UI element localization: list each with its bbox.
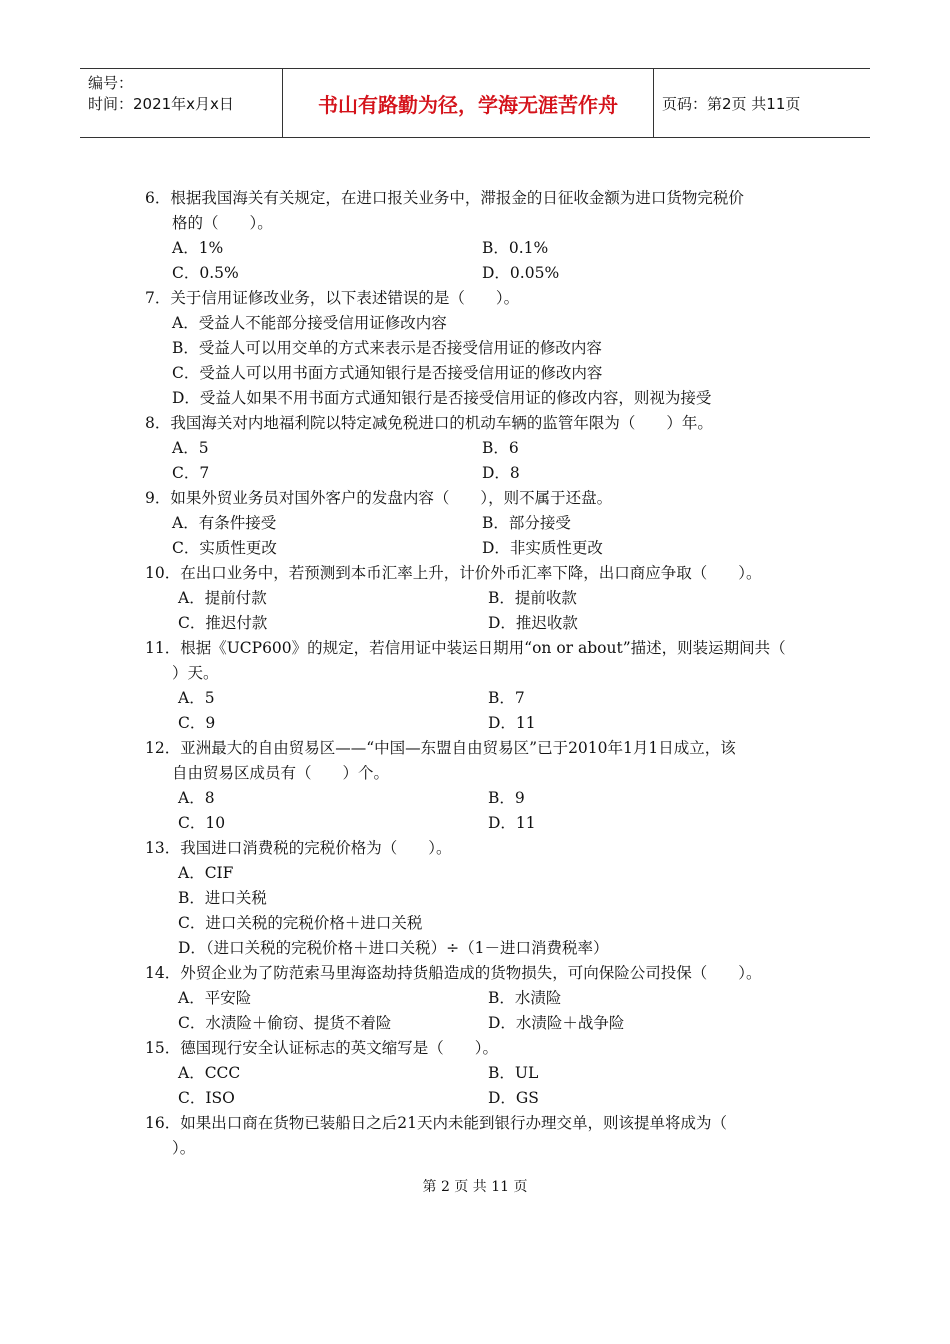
answer-option: A．提前付款 bbox=[178, 589, 267, 607]
question-block bbox=[145, 286, 815, 411]
option-row bbox=[145, 611, 815, 636]
question-text: 10．在出口业务中，若预测到本币汇率上升，计价外币汇率下降，出口商应争取（ ）。 bbox=[145, 564, 762, 582]
question-block bbox=[145, 836, 815, 961]
number-label: 编号： bbox=[88, 74, 134, 92]
option-row bbox=[145, 311, 815, 336]
option-row bbox=[145, 811, 815, 836]
answer-option: D．8 bbox=[482, 464, 520, 482]
answer-option: C．进口关税的完税价格＋进口关税 bbox=[178, 914, 423, 932]
question-block bbox=[145, 411, 815, 486]
question-text: 12．亚洲最大的自由贸易区——“中国—东盟自由贸易区”已于2010年1月1日成立，该 bbox=[145, 739, 736, 757]
question-text: 15．德国现行安全认证标志的英文缩写是（ ）。 bbox=[145, 1039, 498, 1057]
header-page-label: 页码：第2页 共11页 bbox=[662, 94, 801, 113]
question-text-continued: 自由贸易区成员有（ ）个。 bbox=[172, 764, 390, 782]
page-header bbox=[80, 68, 870, 138]
answer-option: C．7 bbox=[172, 464, 210, 482]
answer-option: C．水渍险＋偷窃、提货不着险 bbox=[178, 1014, 392, 1032]
answer-option: C．9 bbox=[178, 714, 216, 732]
answer-option: A．5 bbox=[172, 439, 209, 457]
answer-option: B．6 bbox=[482, 439, 519, 457]
answer-option: C．10 bbox=[178, 814, 226, 832]
option-row bbox=[145, 511, 815, 536]
answer-option: D．0.05% bbox=[482, 264, 560, 282]
question-text: 6．根据我国海关有关规定，在进口报关业务中，滞报金的日征收金额为进口货物完税价 bbox=[145, 189, 744, 207]
answer-option: A．CIF bbox=[178, 864, 234, 882]
option-row bbox=[145, 436, 815, 461]
answer-option: D．非实质性更改 bbox=[482, 539, 603, 557]
answer-option: A．平安险 bbox=[178, 989, 252, 1007]
question-text: 11．根据《UCP600》的规定，若信用证中装运日期用“on or about”描述，则装运期间共（ bbox=[145, 639, 786, 657]
answer-option: A．有条件接受 bbox=[172, 514, 277, 532]
option-row bbox=[145, 911, 815, 936]
answer-option: B．受益人可以用交单的方式来表示是否接受信用证的修改内容 bbox=[172, 339, 602, 357]
question-text: 8．我国海关对内地福利院以特定减免税进口的机动车辆的监管年限为（ ）年。 bbox=[145, 414, 713, 432]
question-block bbox=[145, 1036, 815, 1111]
option-row bbox=[145, 936, 815, 961]
option-row bbox=[145, 236, 815, 261]
option-row bbox=[145, 336, 815, 361]
question-block bbox=[145, 1111, 815, 1161]
answer-option: D．（进口关税的完税价格＋进口关税）÷（1－进口消费税率） bbox=[178, 939, 609, 957]
option-row bbox=[145, 536, 815, 561]
option-row bbox=[145, 711, 815, 736]
option-row bbox=[145, 261, 815, 286]
answer-option: D．水渍险＋战争险 bbox=[488, 1014, 625, 1032]
time-label: 时间：2021年x月x日 bbox=[88, 95, 234, 113]
option-row bbox=[145, 886, 815, 911]
option-row bbox=[145, 1086, 815, 1111]
answer-option: B．0.1% bbox=[482, 239, 549, 257]
answer-option: A．5 bbox=[178, 689, 215, 707]
answer-option: C．0.5% bbox=[172, 264, 239, 282]
question-block bbox=[145, 486, 815, 561]
answer-option: D．推迟收款 bbox=[488, 614, 578, 632]
answer-option: D．11 bbox=[488, 814, 536, 832]
answer-option: C．推迟付款 bbox=[178, 614, 268, 632]
answer-option: B．水渍险 bbox=[488, 989, 562, 1007]
answer-option: B．UL bbox=[488, 1064, 539, 1082]
option-row bbox=[145, 1061, 815, 1086]
option-row bbox=[145, 861, 815, 886]
question-block bbox=[145, 186, 815, 286]
question-text-continued: ）天。 bbox=[172, 664, 219, 682]
answer-option: B．7 bbox=[488, 689, 525, 707]
answer-option: A．8 bbox=[178, 789, 215, 807]
option-row bbox=[145, 986, 815, 1011]
answer-option: A．1% bbox=[172, 239, 224, 257]
header-motto: 书山有路勤为径，学海无涯苦作舟 bbox=[282, 69, 654, 137]
option-row bbox=[145, 386, 815, 411]
answer-option: A．受益人不能部分接受信用证修改内容 bbox=[172, 314, 447, 332]
question-list bbox=[145, 186, 815, 1161]
question-block bbox=[145, 561, 815, 636]
question-block bbox=[145, 736, 815, 836]
question-text-continued: ）。 bbox=[172, 1139, 196, 1157]
answer-option: D．11 bbox=[488, 714, 536, 732]
option-row bbox=[145, 1011, 815, 1036]
answer-option: A．CCC bbox=[178, 1064, 241, 1082]
page-footer: 第 2 页 共 11 页 bbox=[422, 1179, 528, 1195]
question-text: 13．我国进口消费税的完税价格为（ ）。 bbox=[145, 839, 452, 857]
option-row bbox=[145, 786, 815, 811]
answer-option: B．部分接受 bbox=[482, 514, 571, 532]
answer-option: D．受益人如果不用书面方式通知银行是否接受信用证的修改内容，则视为接受 bbox=[172, 389, 712, 407]
answer-option: C．ISO bbox=[178, 1089, 235, 1107]
answer-option: B．9 bbox=[488, 789, 525, 807]
answer-option: C．实质性更改 bbox=[172, 539, 277, 557]
option-row bbox=[145, 361, 815, 386]
question-block bbox=[145, 636, 815, 736]
question-text: 7．关于信用证修改业务，以下表述错误的是（ ）。 bbox=[145, 289, 520, 307]
answer-option: B．进口关税 bbox=[178, 889, 267, 907]
option-row bbox=[145, 686, 815, 711]
answer-option: C．受益人可以用书面方式通知银行是否接受信用证的修改内容 bbox=[172, 364, 603, 382]
question-text: 9．如果外贸业务员对国外客户的发盘内容（ ），则不属于还盘。 bbox=[145, 489, 613, 507]
question-text: 16．如果出口商在货物已装船日之后21天内未能到银行办理交单，则该提单将成为（ bbox=[145, 1114, 727, 1132]
answer-option: D．GS bbox=[488, 1089, 539, 1107]
answer-option: B．提前收款 bbox=[488, 589, 577, 607]
question-text-continued: 格的（ ）。 bbox=[172, 214, 273, 232]
header-meta bbox=[80, 69, 282, 137]
question-text: 14．外贸企业为了防范索马里海盗劫持货船造成的货物损失，可向保险公司投保（ ）。 bbox=[145, 964, 762, 982]
question-block bbox=[145, 961, 815, 1036]
option-row bbox=[145, 461, 815, 486]
option-row bbox=[145, 586, 815, 611]
